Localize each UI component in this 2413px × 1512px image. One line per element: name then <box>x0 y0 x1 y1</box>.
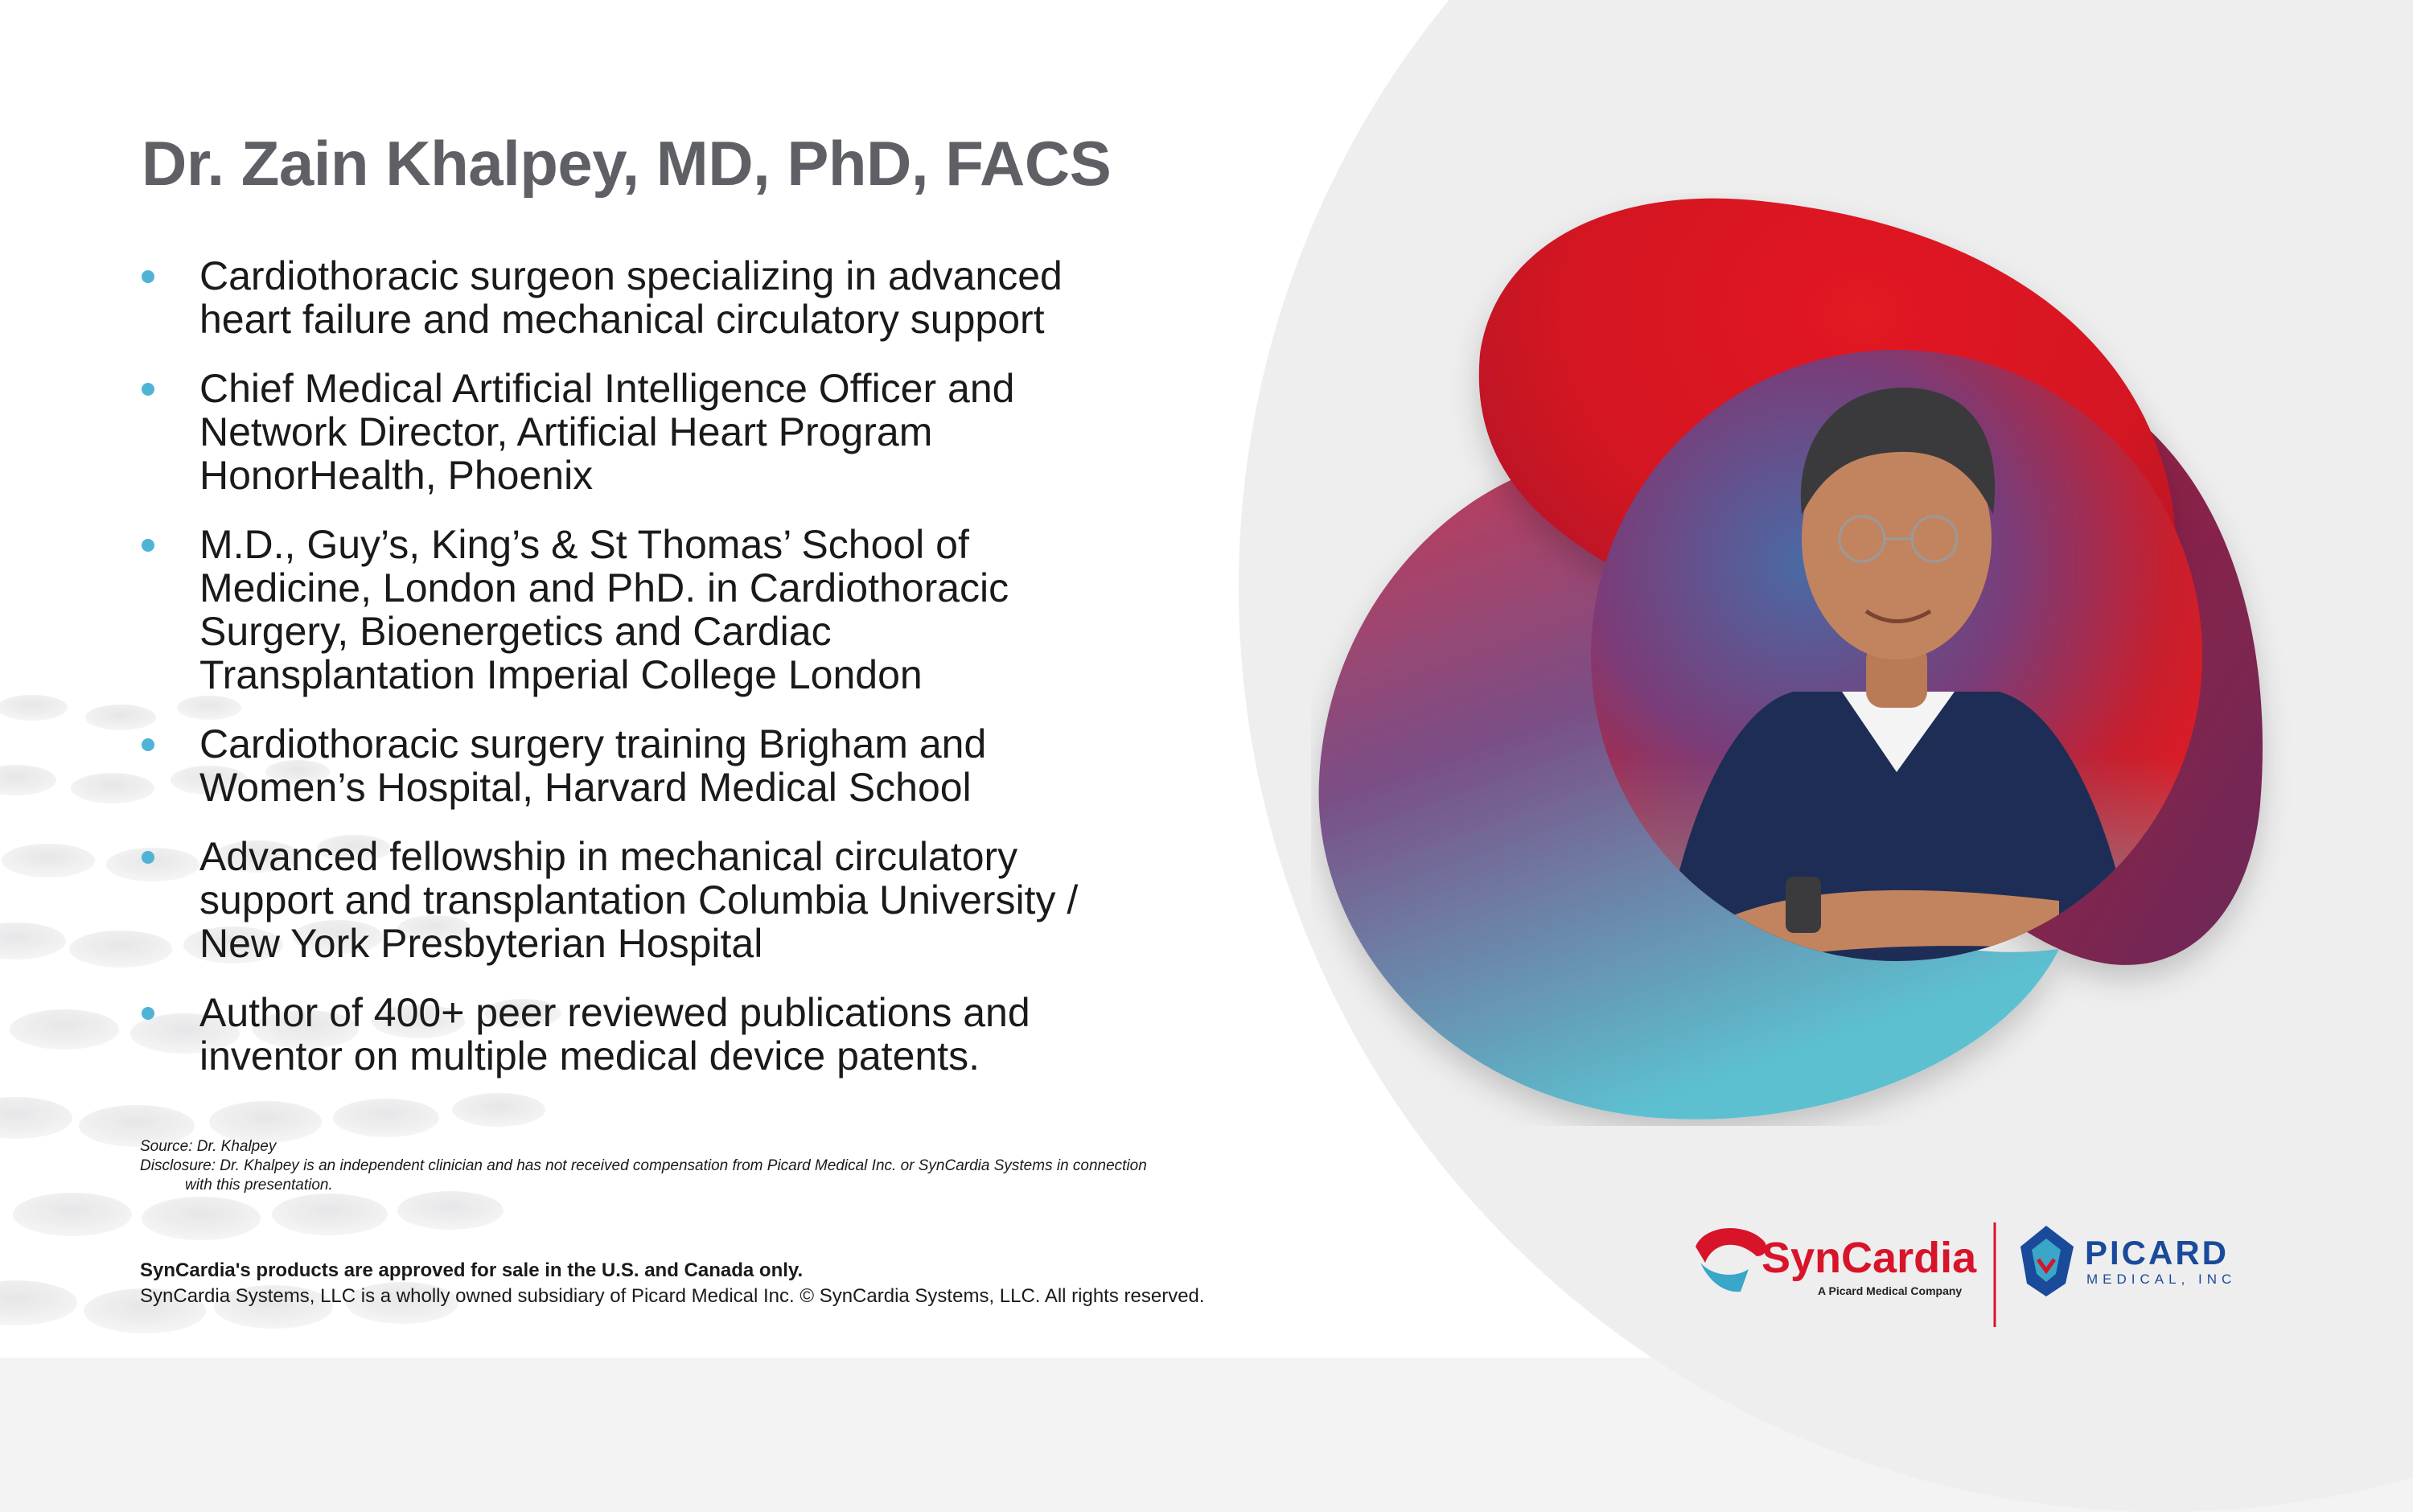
bullet-line: heart failure and mechanical circulatory support <box>199 297 1045 342</box>
bullet-line: Author of 400+ peer reviewed publications and <box>199 990 1030 1035</box>
bullet-line: Cardiothoracic surgeon specializing in advanced <box>199 253 1063 298</box>
bullet-item-officer <box>142 367 1219 497</box>
bullet-line: M.D., Guy’s, King’s & St Thomas’ School of <box>199 522 969 567</box>
syncardia-tagline: A Picard Medical Company <box>1818 1284 1963 1297</box>
portrait-graphic <box>1311 193 2308 1126</box>
bullet-list <box>142 254 1219 1103</box>
bullet-dot-icon <box>142 738 154 751</box>
bullet-item-fellowship <box>142 835 1219 965</box>
bullet-line: inventor on multiple medical device patents. <box>199 1033 980 1079</box>
bullet-item-publications <box>142 991 1219 1078</box>
picard-subtitle: MEDICAL, INC <box>2086 1272 2237 1287</box>
source-disclosure <box>140 1137 1314 1195</box>
bullet-line: Chief Medical Artificial Intelligence Officer and <box>199 366 1015 411</box>
bullet-dot-icon <box>142 539 154 552</box>
disclosure-note: Disclosure: Dr. Khalpey is an independent clinician and has not received compensation from Picard Medical Inc. or SynCardia Systems in connection <box>140 1157 1147 1174</box>
bullet-dot-icon <box>142 270 154 283</box>
brand-logos <box>1689 1214 2268 1327</box>
copyright-notice: SynCardia Systems, LLC is a wholly owned subsidiary of Picard Medical Inc. © SynCardia Systems, LLC. All rights reserved. <box>140 1285 1205 1307</box>
bullet-line: Network Director, Artificial Heart Program <box>199 409 933 454</box>
bullet-line: Women’s Hospital, Harvard Medical School <box>199 765 972 810</box>
bullet-dot-icon <box>142 1007 154 1020</box>
bullet-dot-icon <box>142 851 154 864</box>
bullet-line: HonorHealth, Phoenix <box>199 453 594 498</box>
bullet-line: Surgery, Bioenergetics and Cardiac <box>199 609 832 654</box>
bullet-item-training <box>142 722 1219 809</box>
syncardia-logo <box>1696 1228 1977 1297</box>
source-note: Source: Dr. Khalpey <box>140 1138 277 1155</box>
page-title: Dr. Zain Khalpey, MD, PhD, FACS <box>142 128 1112 199</box>
bullet-item-surgeon <box>142 254 1219 341</box>
bullet-line: Advanced fellowship in mechanical circulatory <box>199 834 1018 879</box>
bullet-line: Transplantation Imperial College London <box>199 652 923 697</box>
bullet-line: New York Presbyterian Hospital <box>199 921 763 966</box>
bullet-item-education <box>142 523 1219 696</box>
approval-notice: SynCardia's products are approved for sale in the U.S. and Canada only. <box>140 1259 804 1281</box>
disclosure-note-continued: with this presentation. <box>185 1177 333 1194</box>
picard-wordmark: PICARD <box>2085 1234 2230 1272</box>
bullet-line: Medicine, London and PhD. in Cardiothoracic <box>199 565 1009 610</box>
picard-logo <box>2020 1226 2236 1296</box>
bullet-line: Cardiothoracic surgery training Brigham and <box>199 721 987 766</box>
bullet-line: support and transplantation Columbia University / <box>199 877 1079 922</box>
bullet-dot-icon <box>142 383 154 396</box>
syncardia-wordmark: SynCardia <box>1761 1234 1977 1282</box>
